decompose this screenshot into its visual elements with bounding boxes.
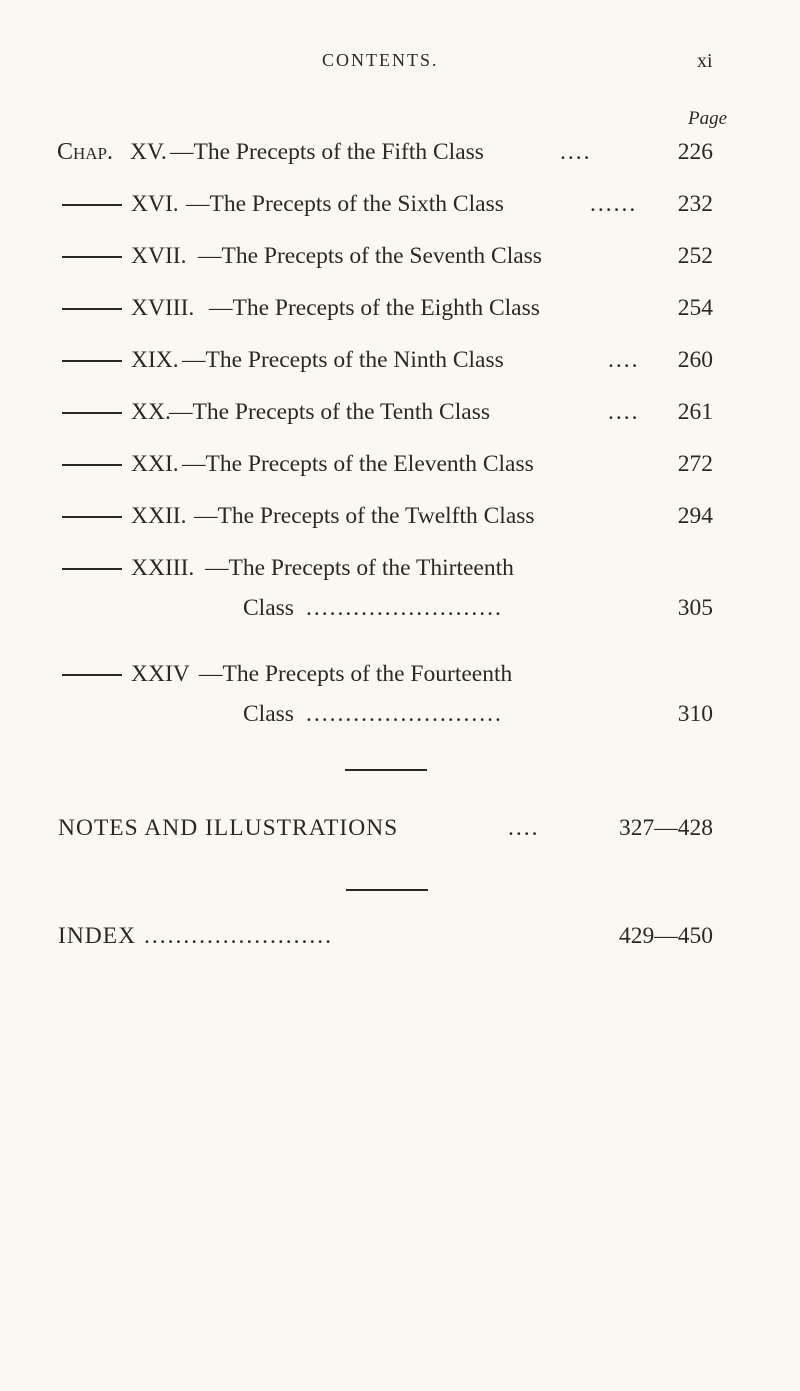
running-head-title: CONTENTS. — [322, 50, 439, 70]
section-divider — [346, 889, 428, 891]
running-head — [0, 50, 800, 80]
toc-entry — [0, 340, 800, 380]
chapter-numeral: XVIII. — [131, 295, 195, 321]
page-column-label: Page — [688, 108, 728, 129]
page-number: xi — [697, 50, 713, 72]
toc-entry — [0, 288, 800, 328]
entry-page: 272 — [677, 451, 713, 477]
entry-title: —The Precepts of the Twelfth Class — [194, 503, 535, 529]
leader-dots: ......................... — [306, 701, 503, 727]
entry-title: —The Precepts of the Eleventh Class — [182, 451, 534, 477]
index-entry — [0, 916, 800, 956]
entry-title: —The Precepts of the Sixth Class — [186, 191, 504, 217]
notes-label: NOTES AND ILLUSTRATIONS — [58, 815, 399, 841]
toc-entry — [0, 132, 800, 172]
leader-dots: .... — [560, 139, 592, 165]
entry-title: —The Precepts of the Fifth Class — [170, 139, 484, 165]
chapter-label: Chap. — [57, 139, 114, 165]
entry-page: 260 — [677, 347, 713, 373]
index-label: INDEX — [58, 923, 137, 949]
chapter-numeral: XIX. — [131, 347, 179, 373]
index-page-range: 429—450 — [619, 923, 713, 949]
entry-title: —The Precepts of the Fourteenth — [199, 661, 513, 687]
ditto-dash — [62, 256, 122, 258]
leader-dots: .... — [608, 347, 640, 373]
chapter-numeral: XVI. — [131, 191, 179, 217]
toc-entry-continuation — [0, 694, 800, 734]
entry-page: 226 — [677, 139, 713, 165]
section-divider — [345, 769, 427, 771]
chapter-numeral: XV. — [130, 139, 167, 165]
entry-page: 305 — [677, 595, 713, 621]
ditto-dash — [62, 674, 122, 676]
leader-dots: ...... — [590, 191, 638, 217]
ditto-dash — [62, 308, 122, 310]
entry-title: —The Precepts of the Eighth Class — [209, 295, 540, 321]
ditto-dash — [62, 412, 122, 414]
entry-page: 310 — [677, 701, 713, 727]
entry-page: 294 — [677, 503, 713, 529]
entry-page: 232 — [677, 191, 713, 217]
entry-title: —The Precepts of the Seventh Class — [198, 243, 542, 269]
toc-entry — [0, 654, 800, 694]
ditto-dash — [62, 516, 122, 518]
chapter-numeral: XXII. — [131, 503, 187, 529]
chapter-numeral: XX. — [131, 399, 171, 425]
toc-entry-continuation — [0, 588, 800, 628]
toc-entry — [0, 548, 800, 588]
toc-entry — [0, 392, 800, 432]
entry-title-continuation: Class — [243, 701, 294, 727]
leader-dots: .... — [608, 399, 640, 425]
chapter-numeral: XVII. — [131, 243, 187, 269]
ditto-dash — [62, 204, 122, 206]
entry-page: 261 — [677, 399, 713, 425]
toc-entry — [0, 236, 800, 276]
toc-entry — [0, 184, 800, 224]
toc-entry — [0, 496, 800, 536]
entry-title-continuation: Class — [243, 595, 294, 621]
ditto-dash — [62, 568, 122, 570]
ditto-dash — [62, 464, 122, 466]
entry-title: —The Precepts of the Thirteenth — [205, 555, 514, 581]
notes-page-range: 327—428 — [619, 815, 713, 841]
entry-page: 254 — [677, 295, 713, 321]
toc-entry — [0, 444, 800, 484]
chapter-numeral: XXI. — [131, 451, 179, 477]
entry-title: —The Precepts of the Tenth Class — [169, 399, 490, 425]
leader-dots: ......................... — [306, 595, 503, 621]
leader-dots: .... — [508, 815, 540, 841]
entry-page: 252 — [677, 243, 713, 269]
entry-title: —The Precepts of the Ninth Class — [182, 347, 504, 373]
chapter-numeral: XXIII. — [131, 555, 195, 581]
leader-dots: ........................ — [144, 923, 333, 949]
notes-entry — [0, 808, 800, 848]
chapter-numeral: XXIV — [131, 661, 190, 687]
ditto-dash — [62, 360, 122, 362]
